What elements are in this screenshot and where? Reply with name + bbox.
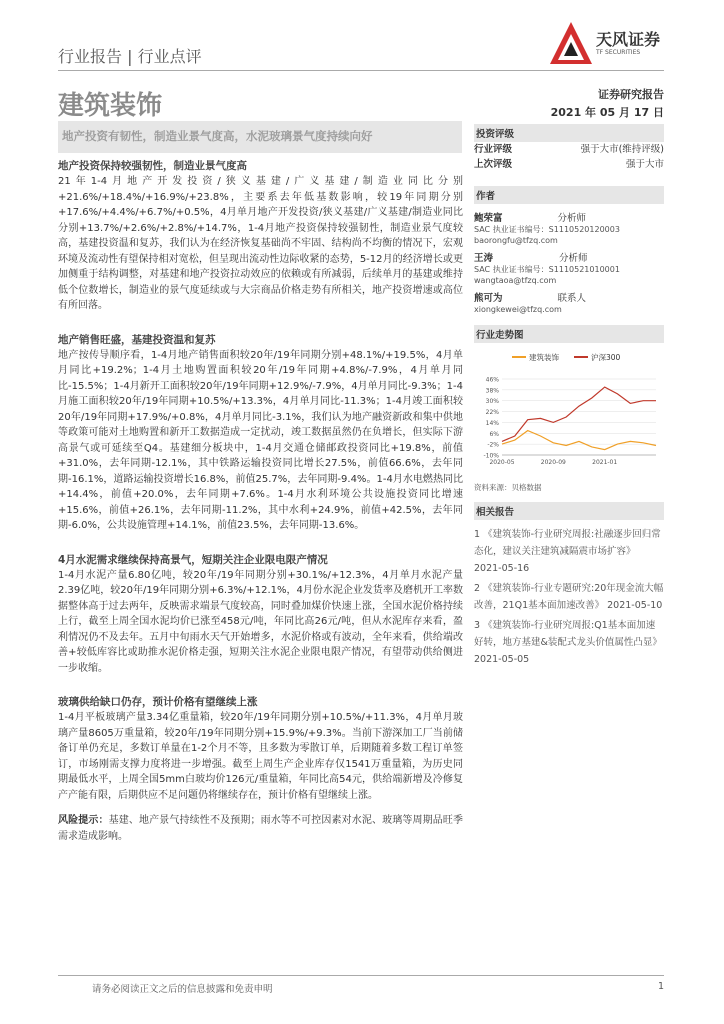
header-divider — [58, 70, 664, 71]
author-name: 鲍荣富 分析师 — [474, 213, 587, 224]
legend-label: 建筑装饰 — [529, 353, 559, 362]
section-paragraph: 1-4月水泥产量6.80亿吨，较20年/19年同期分别+30.1%/+12.3%，4月单月水泥产量2.39亿吨，较20年/19年同期分别+6.3%/+12.1%，4月份水泥企业发货率及磨机开工率数据整体高于过去两年，反映需求端景气度较高，同时叠加煤价快速上涨，全国水泥价格持续上行，截至上周全国水泥均价已涨至458元/吨，年同比高26元/吨，但从水泥库存来看，盈利情况仍不及去年。五月中旬雨水天气开始增多，水泥价格或有波动，全年来看，供给端改善+较低库容比或助推水泥价格走强，短期关注水泥企业限电限产情况，有望带动供给侧进一步收缩。 — [58, 569, 463, 674]
section-paragraph: 1-4月平板玻璃产量3.34亿重量箱，较20年/19年同期分别+10.5%/+11.3%，4月单月玻璃产量8605万重量箱，较20年/19年同期分别+15.9%/+9.3%。当前下游深加工厂当前储备订单仍充足，多数订单量在1-2个月不等，且多数为零散订单，后期随着多数工程订单签订，市场刚需支撑力度将进一步增强。截至上周生产企业库存仅1541万重量箱，为历史同期最低水平，上周全国5mm白玻均价126元/重量箱，年同比高54元，供给端新增及冷修复产产能有限，后期供应不足问题仍将继续存在，预计价格有望继续上涨。 — [58, 712, 463, 801]
rating-row: 行业评级 强于大市(维持评级) — [474, 144, 664, 155]
x-tick-label: 2021-01 — [592, 459, 618, 466]
risk-label: 风险提示： — [58, 815, 109, 826]
y-tick-label: 46% — [485, 376, 499, 384]
rating-panel — [474, 124, 664, 172]
risk-text: 基建、地产景气持续性不及预期；雨水等不可控因素对水泥、玻璃等周期品旺季需求造成影响。 — [58, 815, 464, 842]
rating-title: 投资评级 — [474, 124, 664, 142]
y-tick-label: 30% — [485, 398, 499, 406]
related-report-link[interactable]: 2 《建筑装饰-行业专题研究:20年现金流大幅改善，21Q1基本面加速改善》 2021-05-10 — [474, 583, 664, 611]
report-date: 2021 年 05 月 17 日 — [550, 106, 664, 119]
y-tick-label: -2% — [487, 441, 499, 449]
y-tick-label: 22% — [485, 409, 499, 417]
related-panel — [474, 502, 664, 671]
x-tick-label: 2020-05 — [489, 459, 515, 466]
section-heading: 4月水泥需求继续保持高景气，短期关注企业限电限产情况 — [58, 553, 328, 566]
risk-note — [58, 813, 463, 844]
related-report-link[interactable]: 3 《建筑装饰-行业研究周报:Q1基本面加速好转，地方基建&装配式龙头价值属性凸显》 2021-05-05 — [474, 620, 662, 665]
report-category: 行业报告 | 行业点评 — [58, 47, 202, 66]
footer-divider — [58, 975, 664, 976]
author-email[interactable]: baorongfu@tfzq.com — [474, 236, 558, 245]
y-tick-label: 38% — [485, 387, 499, 395]
author-sac: SAC 执业证书编号：S1110521010001 — [474, 265, 620, 274]
trend-title: 行业走势图 — [474, 325, 664, 343]
author-email[interactable]: wangtaoa@tfzq.com — [474, 276, 557, 285]
logo-subtitle: TF SECURITIES — [596, 49, 641, 56]
page-number: 1 — [657, 981, 664, 992]
company-logo — [548, 20, 678, 70]
logo-name: 天风证券 — [596, 30, 661, 49]
section-heading: 玻璃供给缺口仍存，预计价格有望继续上涨 — [58, 696, 258, 708]
trend-chart — [474, 343, 664, 469]
y-tick-label: 6% — [489, 430, 499, 438]
footer-disclaimer: 请务必阅读正文之后的信息披露和免责申明 — [92, 984, 273, 995]
report-type: 证券研究报告 — [598, 88, 664, 101]
author-name: 王涛 分析师 — [474, 253, 588, 264]
logo-mark-icon — [548, 20, 594, 68]
author-sac: SAC 执业证书编号：S1110520120003 — [474, 225, 620, 234]
author-email[interactable]: xiongkewei@tfzq.com — [474, 305, 562, 314]
related-title: 相关报告 — [474, 502, 664, 520]
legend-label: 沪深300 — [591, 353, 621, 362]
section-heading: 地产销售旺盛，基建投资温和复苏 — [58, 333, 216, 346]
trend-panel — [474, 325, 664, 493]
y-tick-label: 14% — [485, 419, 499, 427]
section-heading: 地产投资保持较强韧性，制造业景气度高 — [58, 160, 247, 172]
y-tick-label: -10% — [483, 452, 499, 460]
section-paragraph: 地产按传导顺序看，1-4月地产销售面积较20年/19年同期分别+48.1%/+19.5%，4月单月同比+19.2%；1-4月土地购置面积较20年/19年同期+4.8%/-7.9%，4月单月同比-15.5%；1-4月新开工面积较20年/19年同期+12.9%/-7.9%，4月单月同比-9.3%；1-4月施工面积较20年/19年同期+10.5%/+13.3%，4月单月同比-11.3%；1-4月竣工面积较20年/19年同期+17.9%/+0.8%，4月单月同比-3.1%，我们认为地产融资新政和集中供地等政策可能对土地购置和新开工数据造成一定扰动，竣工数据虽然仍在负增长，但实际下游高景气或可延续至Q4。基建细分板块中，1-4月交通仓储邮政投资同比+19.8%，前值+31.0%，去年同期-12.1%，其中铁路运输投资同比增长27.5%，前值66.6%，去年同期-16.1%，道路运输投资增长16.8%，前值25.7%，去年同期-9.4%。1-4月水电燃热同比+14.4%，前值+20.0%，去年同期+7.6%。1-4月水利环境公共设施投资同比增速+15.6%，前值+26.1%，去年同期-11.2%，其中水利+24.9%，前值+42.5%，去年同期-6.0%，公共设施管理+14.1%，前值23.5%，去年同期-13.6%。 — [58, 349, 463, 531]
industry-title: 建筑装饰 — [58, 91, 163, 121]
report-subtitle: 地产投资有韧性，制造业景气度高，水泥玻璃景气度持续向好 — [62, 129, 373, 143]
author-name: 熊可为 联系人 — [474, 293, 587, 304]
authors-title: 作者 — [474, 186, 664, 204]
rating-row: 上次评级 强于大市 — [474, 159, 664, 170]
authors-panel — [474, 186, 664, 315]
main-content — [58, 158, 463, 844]
section-paragraph: 21年1-4月地产开发投资/狭义基建/广义基建/制造业同比分别+21.6%/+18.4%/+16.9%/+23.8%，主要系去年低基数影响，较19年同期分别+17.6%/+4.4%/+6.7%/+0.5%，4月单月地产开发投资/狭义基建/广义基建/制造业同比分别+13.7%/+2.6%/+2.8%/+14.7%，1-4月地产投资保持较强韧性，制造业景气度较高，基建投资温和复苏，我们认为在经济恢复基础尚不牢固、结构尚不均衡的情况下，宏观环境及流动性有望保持相对宽松，但呈现出流动性边际收紧的态势，5-12月的经济增长或更加侧重于结构调整，对基建和地产投资拉动效应的依赖或有所减弱，后续单月的基建或维持低个位数增长，制造业的景气度延续或与大宗商品价格走势有所相关，地产投资增速或高位有所回落。 — [58, 176, 463, 311]
x-tick-label: 2020-09 — [540, 459, 566, 466]
related-report-link[interactable]: 1 《建筑装饰-行业研究周报:社融逐步回归常态化，建议关注建筑减隔震市场扩容》 2021-05-16 — [474, 529, 661, 574]
chart-source: 资料来源：贝格数据 — [474, 483, 542, 492]
